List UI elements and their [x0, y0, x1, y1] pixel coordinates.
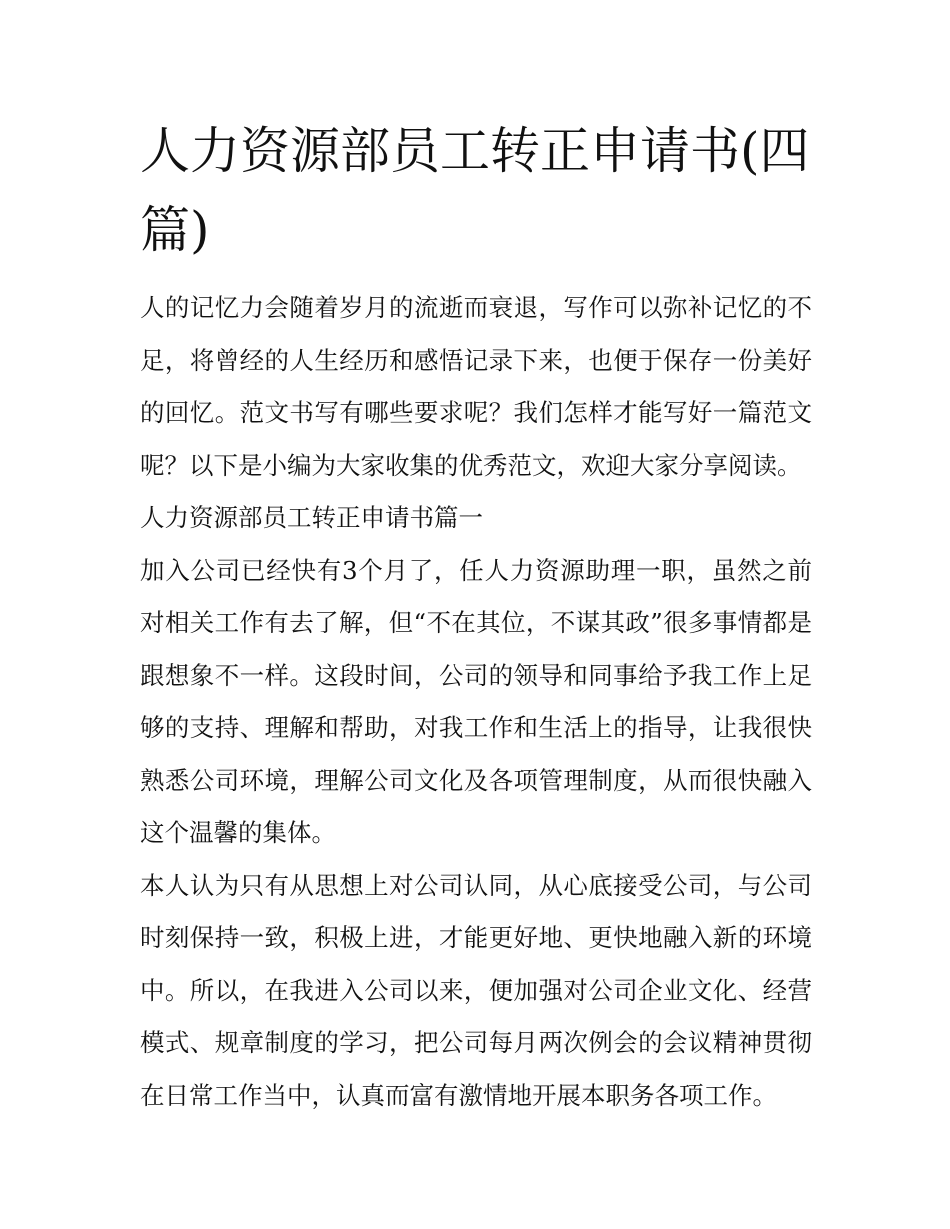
document-body [140, 112, 812, 1122]
intro-paragraph: 人的记忆力会随着岁月的流逝而衰退，写作可以弥补记忆的不足，将曾经的人生经历和感悟记录下来，也便于保存一份美好的回忆。范文书写有哪些要求呢？我们怎样才能写好一篇范文呢？以下是小编为大家收集的优秀范文，欢迎大家分享阅读。 [140, 293, 812, 480]
section-heading: 人力资源部员工转正申请书篇一 [140, 503, 483, 532]
body-paragraph: 加入公司已经快有3个月了，任人力资源助理一职，虽然之前对相关工作有去了解，但“不在其位，不谋其政”很多事情都是跟想象不一样。这段时间，公司的领导和同事给予我工作上足够的支持、理解和帮助，对我工作和生活上的指导，让我很快熟悉公司环境，理解公司文化及各项管理制度，从而很快融入这个温馨的集体。 [140, 555, 812, 847]
document-title: 人力资源部员工转正申请书(四篇) [140, 122, 810, 259]
body-paragraph: 本人认为只有从思想上对公司认同，从心底接受公司，与公司时刻保持一致，积极上进，才能更好地、更快地融入新的环境中。所以，在我进入公司以来，便加强对公司企业文化、经营模式、规章制度的学习，把公司每月两次例会的会议精神贯彻在日常工作当中，认真而富有激情地开展本职务各项工作。 [140, 870, 812, 1110]
title-spacer [140, 270, 812, 282]
